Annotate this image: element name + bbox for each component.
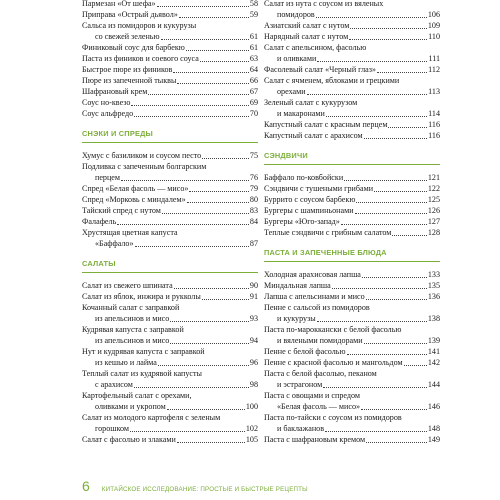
dot-leader <box>366 299 427 300</box>
entry-title-line: Кудрявая капуста с заправкой <box>82 325 184 334</box>
entry-page-number: 84 <box>249 217 258 226</box>
dot-leader <box>317 61 427 62</box>
toc-entry <box>264 412 440 434</box>
entry-page-number: 141 <box>427 347 440 356</box>
entry-title: Спред «Белая фасоль — мисо» <box>82 184 189 193</box>
entry-title-line: и кукурузы <box>277 314 316 323</box>
toc-entry <box>82 280 258 291</box>
running-title: КИТАЙСКОЕ ИССЛЕДОВАНИЕ: ПРОСТЫЕ И БЫСТРЫЕ РЕЦЕПТЫ <box>101 486 308 493</box>
entry-title-line: «Белая фасоль — мисо» <box>277 402 361 411</box>
section-divider <box>82 142 258 143</box>
toc-entry <box>82 302 258 324</box>
entry-page-number: 148 <box>427 424 440 433</box>
entry-page-number: 70 <box>249 109 258 118</box>
entry-title-line: с арахисом <box>95 380 133 389</box>
dot-leader <box>366 442 427 443</box>
entry-title-line: Сальса из помидоров и кукурузы <box>82 21 197 30</box>
entry-title-line: Подливка с запеченным болгарским <box>82 162 207 171</box>
toc-entry <box>264 324 440 346</box>
entry-page-number: 67 <box>249 87 258 96</box>
dot-leader <box>131 105 248 106</box>
entry-last-line <box>82 31 258 42</box>
entry-page-number: 139 <box>427 336 440 345</box>
section-divider <box>82 272 258 273</box>
entry-page-number: 111 <box>428 54 440 63</box>
entry-last-line <box>82 379 258 390</box>
entry-title-line: Паста по-мароккански с белой фасолью <box>264 325 402 334</box>
entry-last-line <box>264 423 440 434</box>
entry-title: Салат с фасолью и злаками <box>82 435 176 444</box>
toc-entry <box>264 31 440 42</box>
toc-entry <box>82 434 258 445</box>
toc-entry <box>82 183 258 194</box>
entry-last-line <box>82 357 258 368</box>
dot-leader <box>157 6 249 7</box>
entry-last-line <box>264 401 440 412</box>
entry-page-number: 61 <box>249 32 258 41</box>
entry-page-number: 80 <box>249 195 258 204</box>
entry-title: Салат из яблок, инжира и рукколы <box>82 292 201 301</box>
entry-page-number: 100 <box>245 402 258 411</box>
entry-last-line <box>82 335 258 346</box>
toc-entry <box>82 390 258 412</box>
entry-title: Лапша с апельсинами и мисо <box>264 292 365 301</box>
entry-last-line <box>82 172 258 183</box>
section-title: СНЭКИ И СПРЕДЫ <box>82 129 153 138</box>
entry-title: Шафрановый крем <box>82 87 148 96</box>
toc-entry <box>264 269 440 280</box>
entry-title-line: перцем <box>95 173 121 182</box>
entry-title: Фасолевый салат «Черный глаз» <box>264 65 376 74</box>
toc-entry <box>82 0 258 9</box>
toc-entry <box>264 216 440 227</box>
page-number: 6 <box>82 478 90 494</box>
toc-entry <box>82 9 258 20</box>
dot-leader <box>364 138 428 139</box>
section-title: ПАСТА И ЗАПЕЧЕННЫЕ БЛЮДА <box>264 248 387 257</box>
entry-title-line: Салат из молодого картофеля с зеленым <box>82 413 221 422</box>
toc-entry <box>264 97 440 119</box>
entry-page-number: 79 <box>249 184 258 193</box>
entry-title-line: и вялеными помидорами <box>277 336 363 345</box>
entry-page-number: 126 <box>427 206 440 215</box>
entry-page-number: 128 <box>427 228 440 237</box>
dot-leader <box>316 17 427 18</box>
entry-page-number: 98 <box>249 380 258 389</box>
toc-right-column <box>264 0 440 445</box>
entry-page-number: 146 <box>427 402 440 411</box>
entry-last-line <box>82 238 258 249</box>
dot-leader <box>325 431 427 432</box>
toc-entry <box>82 75 258 86</box>
toc-entry <box>82 227 258 249</box>
entry-page-number: 87 <box>249 239 258 248</box>
dot-leader <box>202 299 249 300</box>
entry-title-line: Кочанный салат с заправкой <box>82 303 180 312</box>
entry-title: Холодная арахисовая лапша <box>264 270 361 279</box>
entry-page-number: 75 <box>249 151 258 160</box>
entry-title-line: орехами <box>277 87 306 96</box>
dot-leader <box>341 224 427 225</box>
dot-leader <box>344 180 427 181</box>
toc-entry <box>264 194 440 205</box>
dot-leader <box>177 83 249 84</box>
dot-leader <box>158 365 249 366</box>
dot-leader <box>323 387 427 388</box>
entry-title-line: Паста с белой фасолью, пеканом <box>264 369 377 378</box>
entry-last-line <box>264 379 440 390</box>
entry-title: Баффало по-ковбойски <box>264 173 344 182</box>
dot-leader <box>349 39 427 40</box>
dot-leader <box>134 116 249 117</box>
dot-leader <box>332 288 427 289</box>
entry-last-line <box>264 53 440 64</box>
entry-last-line <box>264 86 440 97</box>
entry-title-line: из кешью и лайма <box>95 358 157 367</box>
dot-leader <box>202 158 249 159</box>
entry-title-line: со свежей зеленью <box>95 32 160 41</box>
entry-last-line <box>264 9 440 20</box>
entry-title-line: оливками и укропом <box>95 402 166 411</box>
page-footer <box>82 478 308 494</box>
dot-leader <box>186 50 249 51</box>
entry-title: Бургеры «Юго-запад» <box>264 217 340 226</box>
toc-entry <box>82 86 258 97</box>
entry-title: Капустный салат с красным перцем <box>264 120 388 129</box>
toc-entry <box>82 216 258 227</box>
dot-leader <box>167 409 245 410</box>
dot-leader <box>177 442 245 443</box>
entry-page-number: 149 <box>427 435 440 444</box>
dot-leader <box>179 17 249 18</box>
toc-entry <box>264 183 440 194</box>
entry-last-line <box>82 401 258 412</box>
dot-leader <box>148 94 249 95</box>
entry-page-number: 133 <box>427 270 440 279</box>
dot-leader <box>377 72 427 73</box>
entry-page-number: 91 <box>249 292 258 301</box>
entry-title: Паста с шафрановым кремом <box>264 435 366 444</box>
toc-entry <box>264 42 440 64</box>
entry-title-line: Салат с апельсином, фасолью <box>264 43 367 52</box>
entry-page-number: 59 <box>249 10 258 19</box>
dot-leader <box>374 191 427 192</box>
section-header <box>264 151 440 165</box>
entry-page-number: 125 <box>427 195 440 204</box>
entry-title: Азиатский салат с нутом <box>264 21 350 30</box>
entry-title: Быстрое пюре из фиников <box>82 65 173 74</box>
entry-title-line: Картофельный салат с орехами, <box>82 391 192 400</box>
toc-entry <box>264 64 440 75</box>
entry-title-line: Зеленый салат с кукурузом <box>264 98 358 107</box>
dot-leader <box>347 354 427 355</box>
toc-entry <box>264 75 440 97</box>
entry-page-number: 106 <box>427 10 440 19</box>
dot-leader <box>135 246 249 247</box>
dot-leader <box>161 39 249 40</box>
entry-last-line <box>82 423 258 434</box>
entry-page-number: 114 <box>428 109 440 118</box>
dot-leader <box>326 116 427 117</box>
entry-title-line: Теплый салат из кудрявой капусты <box>82 369 202 378</box>
section-header <box>82 259 258 273</box>
entry-page-number: 94 <box>249 336 258 345</box>
toc-entry <box>264 119 440 130</box>
entry-page-number: 127 <box>427 217 440 226</box>
entry-page-number: 109 <box>427 21 440 30</box>
toc-entry <box>264 346 440 357</box>
toc-entry <box>82 194 258 205</box>
toc-entry <box>82 150 258 161</box>
section-header <box>82 129 258 143</box>
entry-page-number: 66 <box>249 76 258 85</box>
entry-title-line: Паста с овощами и спредом <box>264 391 361 400</box>
toc-entry <box>82 291 258 302</box>
dot-leader <box>355 213 427 214</box>
dot-leader <box>130 431 245 432</box>
toc-entry <box>82 97 258 108</box>
entry-page-number: 76 <box>249 173 258 182</box>
entry-title: Тайский спред с нутом <box>82 206 161 215</box>
toc-entry <box>82 64 258 75</box>
dot-leader <box>317 321 427 322</box>
toc-entry <box>82 205 258 216</box>
entry-title-line: Пенне с сальсой из помидоров <box>264 303 370 312</box>
entry-title-line: и баклажанов <box>277 424 325 433</box>
toc-entry <box>264 291 440 302</box>
section-divider <box>264 261 440 262</box>
section-title: САЛАТЫ <box>82 259 116 268</box>
dot-leader <box>350 28 426 29</box>
entry-title-line: Хрустящая цветная капуста <box>82 228 178 237</box>
toc-entry <box>264 390 440 412</box>
dot-leader <box>121 180 249 181</box>
dot-leader <box>187 202 249 203</box>
entry-title: Пенне с белой фасолью <box>264 347 346 356</box>
toc-entry <box>82 324 258 346</box>
entry-title: Финиковый соус для барбекю <box>82 43 185 52</box>
entry-page-number: 110 <box>428 32 440 41</box>
dot-leader <box>189 191 248 192</box>
entry-title: Пенне с красной фасолью и мангольдом <box>264 358 403 367</box>
dot-leader <box>392 235 426 236</box>
toc-entry <box>264 205 440 216</box>
entry-title: Капустный салат с арахисом <box>264 131 363 140</box>
entry-page-number: 122 <box>427 184 440 193</box>
dot-leader <box>173 72 249 73</box>
entry-title-line: горошком <box>95 424 130 433</box>
toc-entry <box>82 346 258 368</box>
toc-entry <box>264 368 440 390</box>
entry-page-number: 83 <box>249 206 258 215</box>
entry-title: Хумус с базиликом и соусом песто <box>82 151 202 160</box>
entry-title-line: Салат с ячменем, яблоками и грецкими <box>264 76 400 85</box>
toc-entry <box>82 53 258 64</box>
entry-title-line: из апельсинов и мисо <box>95 336 170 345</box>
entry-page-number: 61 <box>249 43 258 52</box>
section-title: СЭНДВИЧИ <box>264 151 308 160</box>
entry-page-number: 116 <box>428 120 440 129</box>
toc-entry <box>264 280 440 291</box>
entry-page-number: 93 <box>249 314 258 323</box>
dot-leader <box>170 321 249 322</box>
dot-leader <box>404 365 427 366</box>
entry-title-line: помидоров <box>277 10 315 19</box>
entry-page-number: 113 <box>428 87 440 96</box>
entry-title: Приправа «Острый дьявол» <box>82 10 178 19</box>
toc-entry <box>264 302 440 324</box>
toc-entry <box>264 227 440 238</box>
entry-title: Соус альфредо <box>82 109 134 118</box>
toc-entry <box>264 20 440 31</box>
entry-page-number: 102 <box>245 424 258 433</box>
entry-title: Фалафель <box>82 217 117 226</box>
entry-last-line <box>264 335 440 346</box>
toc-entry <box>82 412 258 434</box>
entry-page-number: 144 <box>427 380 440 389</box>
entry-page-number: 90 <box>249 281 258 290</box>
dot-leader <box>364 343 427 344</box>
dot-leader <box>307 94 428 95</box>
dot-leader <box>117 224 249 225</box>
toc-entry <box>264 130 440 141</box>
toc-entry <box>264 172 440 183</box>
entry-title: Пюре из запеченной тыквы <box>82 76 177 85</box>
entry-page-number: 112 <box>428 65 440 74</box>
toc-left-column <box>82 0 258 445</box>
toc-entry <box>264 357 440 368</box>
entry-last-line <box>82 313 258 324</box>
dot-leader <box>162 213 249 214</box>
entry-page-number: 105 <box>245 435 258 444</box>
entry-page-number: 58 <box>249 0 258 8</box>
toc-entry <box>82 368 258 390</box>
entry-page-number: 142 <box>427 358 440 367</box>
entry-title: Паста из фиников и соевого соуса <box>82 54 199 63</box>
section-header <box>264 248 440 262</box>
entry-title: Бургеры с шампиньонами <box>264 206 354 215</box>
entry-title: Салат из свежего шпината <box>82 281 173 290</box>
entry-title-line: и оливками <box>277 54 317 63</box>
entry-title-line: и макаронами <box>277 109 325 118</box>
entry-last-line <box>264 108 440 119</box>
toc-entry <box>264 434 440 445</box>
dot-leader <box>170 343 249 344</box>
dot-leader <box>356 202 426 203</box>
entry-page-number: 69 <box>249 98 258 107</box>
entry-title-line: Салат из нута с соусом из вяленых <box>264 0 384 8</box>
entry-title: Буррито с соусом барбекю <box>264 195 356 204</box>
dot-leader <box>362 277 427 278</box>
entry-title-line: Нут и кудрявая капуста с заправкой <box>82 347 205 356</box>
entry-last-line <box>264 313 440 324</box>
entry-title: Нарядный салат с нутом <box>264 32 349 41</box>
entry-title: Теплые сэндвичи с грибным салатом <box>264 228 392 237</box>
entry-title: Миндальная лапша <box>264 281 331 290</box>
entry-page-number: 63 <box>249 54 258 63</box>
entry-page-number: 64 <box>249 65 258 74</box>
entry-title: Пармезан «От шефа» <box>82 0 156 8</box>
toc-entry <box>82 42 258 53</box>
section-divider <box>264 164 440 165</box>
dot-leader <box>174 288 249 289</box>
entry-page-number: 135 <box>427 281 440 290</box>
entry-page-number: 116 <box>428 131 440 140</box>
dot-leader <box>388 127 427 128</box>
dot-leader <box>361 409 427 410</box>
entry-title: Соус но-квезо <box>82 98 131 107</box>
toc-entry <box>82 108 258 119</box>
toc-entry <box>264 0 440 20</box>
dot-leader <box>200 61 249 62</box>
dot-leader <box>134 387 249 388</box>
entry-title-line: Паста по-тайски с соусом из помидоров <box>264 413 402 422</box>
entry-title: Сэндвичи с тушеными грибами <box>264 184 374 193</box>
entry-page-number: 96 <box>249 358 258 367</box>
entry-page-number: 121 <box>427 173 440 182</box>
entry-page-number: 136 <box>427 292 440 301</box>
entry-title: Спред «Морковь с миндалем» <box>82 195 186 204</box>
entry-page-number: 138 <box>427 314 440 323</box>
toc-entry <box>82 161 258 183</box>
toc-entry <box>82 20 258 42</box>
entry-title-line: и эстрагоном <box>277 380 323 389</box>
entry-title-line: из апельсинов и мисо <box>95 314 170 323</box>
entry-title-line: «Баффало» <box>95 239 134 248</box>
